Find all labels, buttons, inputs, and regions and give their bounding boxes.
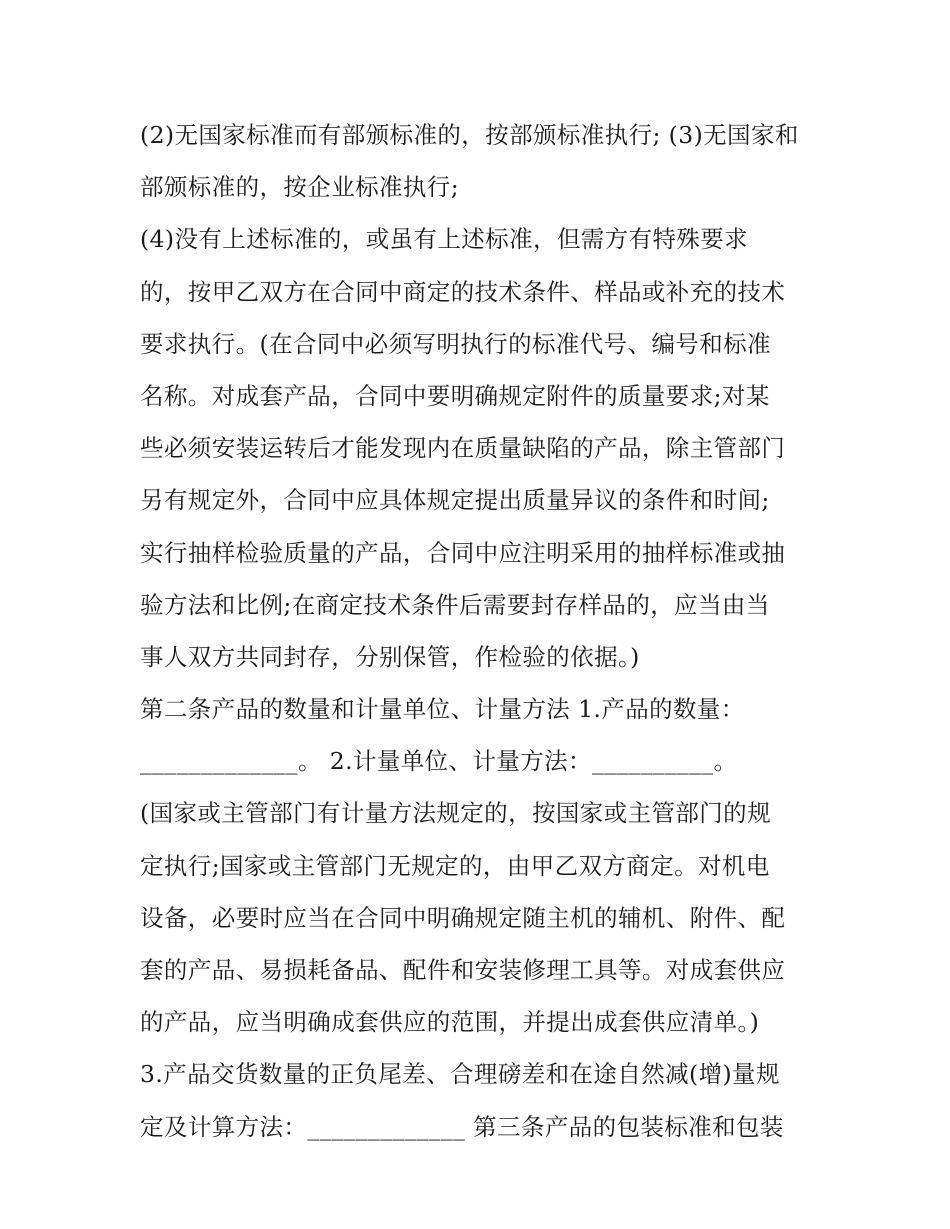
text-line: 第二条产品的数量和计量单位、计量方法 1.产品的数量： — [140, 695, 745, 724]
text-line: 3.产品交货数量的正负尾差、合理磅差和在途自然减(增)量规 — [140, 1060, 780, 1089]
text-line: (2)无国家标准而有部颁标准的，按部颁标准执行; (3)无国家和 — [140, 121, 799, 149]
text-line: _____________。 2.计量单位、计量方法：__________。 — [140, 747, 738, 776]
text-line: 验方法和比例;在商定技术条件后需要封存样品的，应当由当 — [140, 590, 770, 619]
text-line: 定执行;国家或主管部门无规定的，由甲乙双方商定。对机电 — [140, 851, 770, 880]
text-line: 另有规定外，合同中应具体规定提出质量异议的条件和时间; — [140, 486, 770, 515]
text-line: 设备，必要时应当在合同中明确规定随主机的辅机、附件、配 — [140, 903, 786, 932]
text-line: 的产品，应当明确成套供应的范围，并提出成套供应清单。) — [140, 1008, 760, 1037]
text-line: 要求执行。(在合同中必须写明执行的标准代号、编号和标准 — [140, 329, 771, 358]
text-line: 定及计算方法：_____________ 第三条产品的包装标准和包装 — [140, 1112, 784, 1141]
text-line: 的，按甲乙双方在合同中商定的技术条件、样品或补充的技术 — [140, 277, 786, 306]
text-line: 套的产品、易损耗备品、配件和安装修理工具等。对成套供应 — [140, 956, 786, 984]
text-line: 部颁标准的，按企业标准执行; — [140, 173, 460, 202]
text-line: 些必须安装运转后才能发现内在质量缺陷的产品，除主管部门 — [140, 434, 786, 463]
document-body — [140, 109, 830, 1153]
text-line: 名称。对成套产品，合同中要明确规定附件的质量要求;对某 — [140, 381, 770, 410]
text-line: 事人双方共同封存，分别保管，作检验的依据。) — [140, 642, 640, 671]
text-line: (4)没有上述标准的，或虽有上述标准，但需方有特殊要求 — [140, 225, 749, 254]
text-line: 实行抽样检验质量的产品，合同中应注明采用的抽样标准或抽 — [140, 538, 786, 567]
text-line: (国家或主管部门有计量方法规定的，按国家或主管部门的规 — [140, 799, 771, 828]
